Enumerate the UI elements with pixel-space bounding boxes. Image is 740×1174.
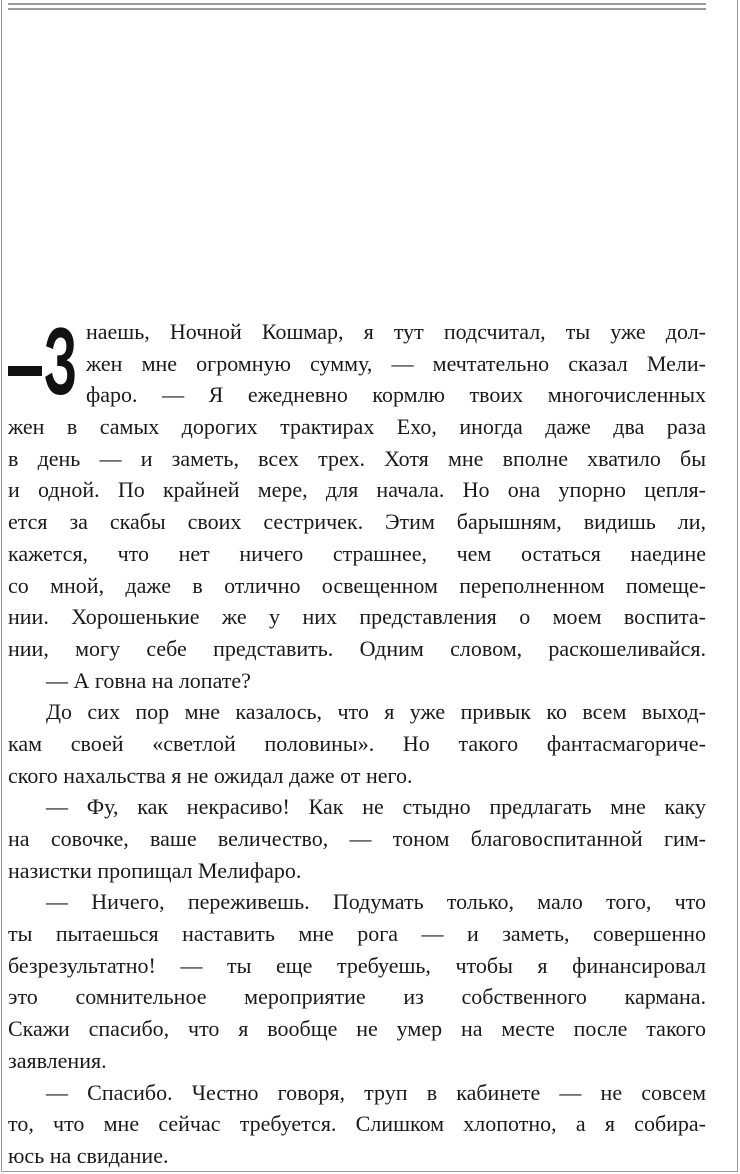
header-rule-top [8,3,706,5]
text-line: нии, могу себе представить. Одним словом, раскошеливайся. [8,635,706,661]
text-line: — Спасибо. Честно говоря, труп в кабинете — не совсем [46,1079,706,1105]
drop-cap-letter: З [44,308,78,415]
text-line: жен в самых дорогих трактирах Ехо, иногда даже два раза [8,414,706,440]
text-line: наешь, Ночной Кошмар, я тут подсчитал, ты уже дол- [86,319,706,344]
drop-cap [8,308,84,415]
text-line: заявления. [8,1047,107,1073]
text-line: ты пытаешься наставить мне рога — и заметь, совершенно [8,921,706,947]
text-line: в день — и заметь, всех трех. Хотя мне вполне хватило бы [8,445,706,471]
text-line: нии. Хорошенькие же у них представления о моем воспита- [8,604,706,630]
text-line: — Фу, как некрасиво! Как не стыдно предлагать мне каку [46,794,706,820]
text-line: — Ничего, переживешь. Подумать только, мало того, что [46,889,706,915]
text-line: на совочке, ваше величество, — тоном благовоспитанной гим- [8,826,706,851]
header-rule-bottom [8,8,706,10]
text-line: — А говна на лопате? [46,667,251,693]
text-line: жен мне огромную сумму, — мечтательно сказал Мели- [86,350,706,376]
text-block [8,308,706,1172]
text-line: ется за скабы своих сестричек. Этим барышням, видишь ли, [8,509,706,535]
text-line: Скажи спасибо, что я вообще не умер на месте после такого [8,1016,706,1042]
text-line: До сих пор мне казалось, что я уже привык ко всем выход- [46,699,706,725]
text-line: то, что мне сейчас требуется. Слишком хлопотно, а я собира- [8,1111,706,1137]
text-line: назистки пропищал Мелифаро. [8,857,302,883]
text-line: кажется, что нет ничего страшнее, чем остаться наедине [8,540,706,566]
text-line: ского нахальства я не ожидал даже от него. [8,762,413,788]
text-line: и одной. По крайней мере, для начала. Но она упорно цепля- [8,477,706,503]
paragraph-lines [8,308,706,1172]
text-line: безрезультатно! — ты еще требуешь, чтобы я финансировал [8,952,706,978]
drop-cap-dash [8,366,42,376]
text-line: юсь на свидание. [8,1142,169,1168]
text-line: кам своей «светлой половины». Но такого фантасмагориче- [8,730,706,756]
text-line: это сомнительное мероприятие из собственного кармана. [8,984,706,1010]
text-line: со мной, даже в отлично освещенном переполненном помеще- [8,572,706,598]
text-line: фаро. — Я ежедневно кормлю твоих многочисленных [86,382,706,408]
